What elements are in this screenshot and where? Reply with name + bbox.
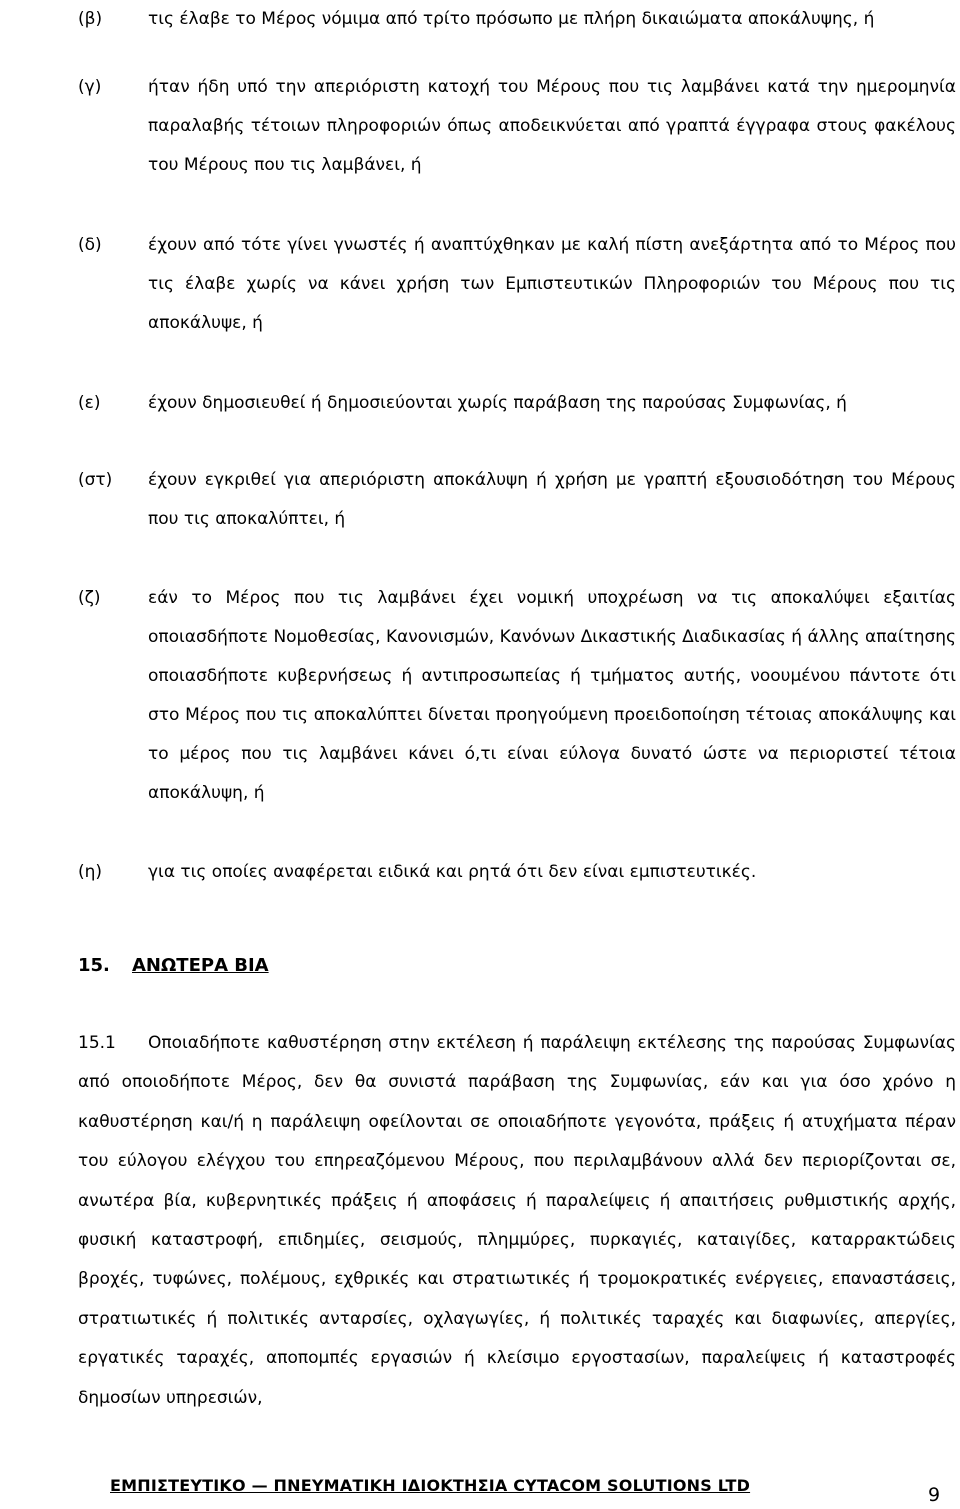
list-marker: (β): [78, 9, 103, 29]
list-item-text: έχουν εγκριθεί για απεριόριστη αποκάλυψη ή χρήση με γραπτή εξουσιοδότηση του Μέρους που τις αποκαλύπτει, ή: [148, 470, 956, 529]
section-heading: [78, 948, 269, 984]
list-item-text: ήταν ήδη υπό την απεριόριστη κατοχή του Μέρους που τις λαμβάνει κατά την ημερομηνία παραλαβής τέτοιων πληροφοριών όπως αποδεικνύεται από γραπτά έγγραφα στους φακέλους του Μέρους που τις λαμβάνει, ή: [148, 77, 956, 175]
footer-confidentiality-notice: ΕΜΠΙΣΤΕΥΤΙΚΟ — ΠΝΕΥΜΑΤΙΚΗ ΙΔΙΟΚΤΗΣΙΑ CYTACOM SOLUTIONS LTD: [110, 1476, 751, 1495]
list-item-text: έχουν από τότε γίνει γνωστές ή αναπτύχθηκαν με καλή πίστη ανεξάρτητα από το Μέρος που τις έλαβε χωρίς να κάνει χρήση των Εμπιστευτικών Πληροφοριών του Μέρους που τις αποκάλυψε, ή: [148, 235, 956, 333]
page-footer: [0, 1474, 960, 1509]
clause-text: Οποιαδήποτε καθυστέρηση στην εκτέλεση ή παράλειψη εκτέλεσης της παρούσας Συμφωνίας από οποιοδήποτε Μέρος, δεν θα συνιστά παράβαση της Συμφωνίας, εάν και για όσο χρόνο η καθυστέρηση και/ή η παράλειψη οφείλονται σε οποιαδήποτε γεγονότα, πράξεις ή ατυχήματα πέραν του εύλογου ελέγχου του επηρεαζόμενου Μέρους, που περιλαμβάνουν αλλά δεν περιορίζονται σε, ανωτέρα βία, κυβερνητικές πράξεις ή αποφάσεις ή παραλείψεις ή απαιτήσεις ρυθμιστικής αρχής, φυσική καταστροφή, επιδημίες, σεισμούς, πλημμύρες, πυρκαγιές, καταιγίδες, καταρρακτώδεις βροχές, τυφώνες, πολέμους, εχθρικές και στρατιωτικές ή τρομοκρατικές ενέργειες, επαναστάσεις, στρατιωτικές ή πολιτικές ανταρσίες, οχλαγωγίες, ή πολιτικές ταραχές και διαφωνίες, απεργίες, εργατικές ταραχές, αποπομπές εργασιών ή κλείσιμο εργοστασίων, παραλείψεις ή καταστροφές δημοσίων υπηρεσιών,: [78, 1033, 956, 1408]
list-marker: (ζ): [78, 588, 101, 608]
section-title: ΑΝΩΤΕΡΑ ΒΙΑ: [132, 955, 269, 976]
list-item-text: εάν το Μέρος που τις λαμβάνει έχει νομική υποχρέωση να τις αποκαλύψει εξαιτίας οποιασδήποτε Νομοθεσίας, Κανονισμών, Κανόνων Δικαστικής Διαδικασίας ή άλλης απαίτησης οποιασδήποτε κυβερνήσεως ή αντιπροσωπείας ή τμήματος αυτής, νοουμένου πάντοτε ότι στο Μέρος που τις αποκαλύπτει δίνεται προηγούμενη προειδοποίηση τέτοιας αποκάλυψης και το μέρος που τις λαμβάνει κάνει ό,τι είναι εύλογα δυνατό ώστε να περιοριστεί τέτοια αποκάλυψη, ή: [148, 588, 956, 803]
clause-paragraph: [78, 1024, 956, 1418]
list-item-text: έχουν δημοσιευθεί ή δημοσιεύονται χωρίς παράβαση της παρούσας Συμφωνίας, ή: [148, 393, 847, 413]
list-marker: (στ): [78, 470, 113, 490]
list-item-text: τις έλαβε το Μέρος νόμιμα από τρίτο πρόσωπο με πλήρη δικαιώματα αποκάλυψης, ή: [148, 9, 875, 29]
list-marker: (ε): [78, 393, 101, 413]
list-marker: (γ): [78, 77, 102, 97]
list-marker: (δ): [78, 235, 102, 255]
list-marker: (η): [78, 862, 103, 882]
list-item-text: για τις οποίες αναφέρεται ειδικά και ρητά ότι δεν είναι εμπιστευτικές.: [148, 862, 757, 882]
page-number: 9: [928, 1484, 941, 1506]
section-number: 15.: [78, 955, 110, 976]
clause-number: 15.1: [78, 1033, 116, 1053]
